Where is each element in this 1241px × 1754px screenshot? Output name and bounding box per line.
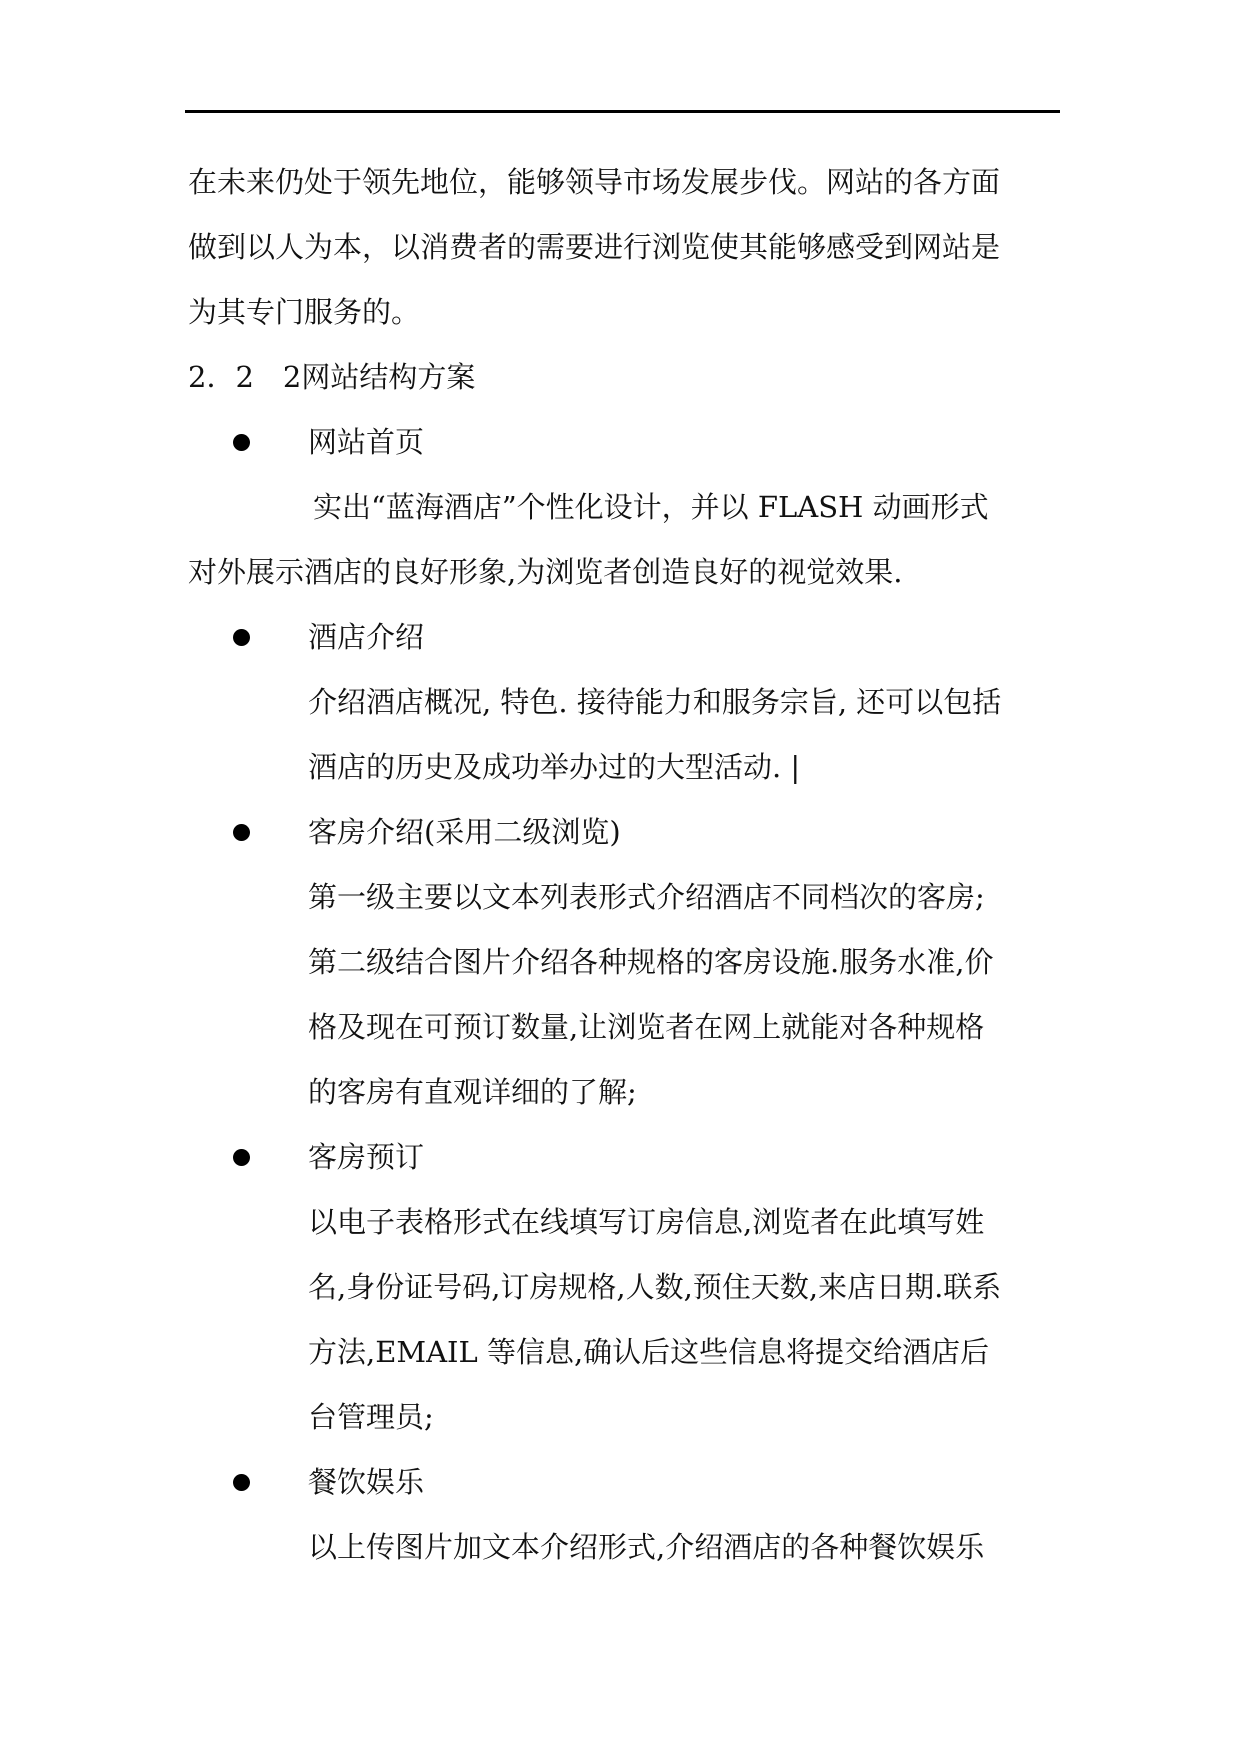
list-item-body xyxy=(308,865,1058,1125)
text-line: 格及现在可预订数量,让浏览者在网上就能对各种规格 xyxy=(308,1010,985,1044)
header-rule xyxy=(185,110,1060,113)
list-item-header xyxy=(188,605,1058,670)
text-line: 名,身份证号码,订房规格,人数,预住天数,来店日期.联系 xyxy=(308,1270,1002,1304)
list-item-title: 客房预订 xyxy=(308,1140,425,1174)
bullet-icon xyxy=(233,1149,250,1166)
text-line: 台管理员; xyxy=(308,1400,434,1434)
document-body xyxy=(188,150,1058,1580)
text-line: 做到以人为本，以消费者的需要进行浏览使其能够感受到网站是 xyxy=(188,230,1001,264)
bullet-icon xyxy=(233,629,250,646)
bullet-icon xyxy=(233,434,250,451)
text-line: 方法,EMAIL 等信息,确认后这些信息将提交给酒店后 xyxy=(308,1335,990,1369)
bullet-icon xyxy=(233,1474,250,1491)
list-item-title: 餐饮娱乐 xyxy=(308,1465,425,1499)
list-item-body xyxy=(188,475,1058,605)
list-item-room-booking xyxy=(188,1125,1058,1450)
section-heading: 2．2 2网站结构方案 xyxy=(188,360,476,394)
list-item-title: 酒店介绍 xyxy=(308,620,425,654)
list-item-header xyxy=(188,1125,1058,1190)
list-item-room-intro xyxy=(188,800,1058,1125)
text-line: 介绍酒店概况, 特色. 接待能力和服务宗旨, 还可以包括 xyxy=(308,685,1002,719)
text-line: 酒店的历史及成功举办过的大型活动. | xyxy=(308,750,801,784)
list-item-header xyxy=(188,410,1058,475)
list-item-header xyxy=(188,1450,1058,1515)
list-item-header xyxy=(188,800,1058,865)
list-item-dining-entertainment xyxy=(188,1450,1058,1580)
list-item-body xyxy=(308,1190,1058,1450)
text-line: 以电子表格形式在线填写订房信息,浏览者在此填写姓 xyxy=(308,1205,985,1239)
text-line: 以上传图片加文本介绍形式,介绍酒店的各种餐饮娱乐 xyxy=(308,1530,985,1564)
list-item-body xyxy=(308,670,1058,800)
text-line: 在未来仍处于领先地位，能够领导市场发展步伐。网站的各方面 xyxy=(188,165,1001,199)
text-line: 实出“蓝海酒店”个性化设计，并以 FLASH 动画形式 xyxy=(313,490,989,524)
text-line: 对外展示酒店的良好形象,为浏览者创造良好的视觉效果. xyxy=(188,555,903,589)
list-item-hotel-intro xyxy=(188,605,1058,800)
bullet-icon xyxy=(233,824,250,841)
text-line: 的客房有直观详细的了解; xyxy=(308,1075,637,1109)
list-item-homepage xyxy=(188,410,1058,605)
intro-paragraph xyxy=(188,150,1058,345)
list-item-body xyxy=(308,1515,1058,1580)
list-item-title: 客房介绍(采用二级浏览) xyxy=(308,815,621,849)
text-line: 第一级主要以文本列表形式介绍酒店不同档次的客房; xyxy=(308,880,985,914)
text-line: 第二级结合图片介绍各种规格的客房设施.服务水准,价 xyxy=(308,945,994,979)
text-line: 为其专门服务的。 xyxy=(188,295,421,329)
list-item-title: 网站首页 xyxy=(308,425,425,459)
